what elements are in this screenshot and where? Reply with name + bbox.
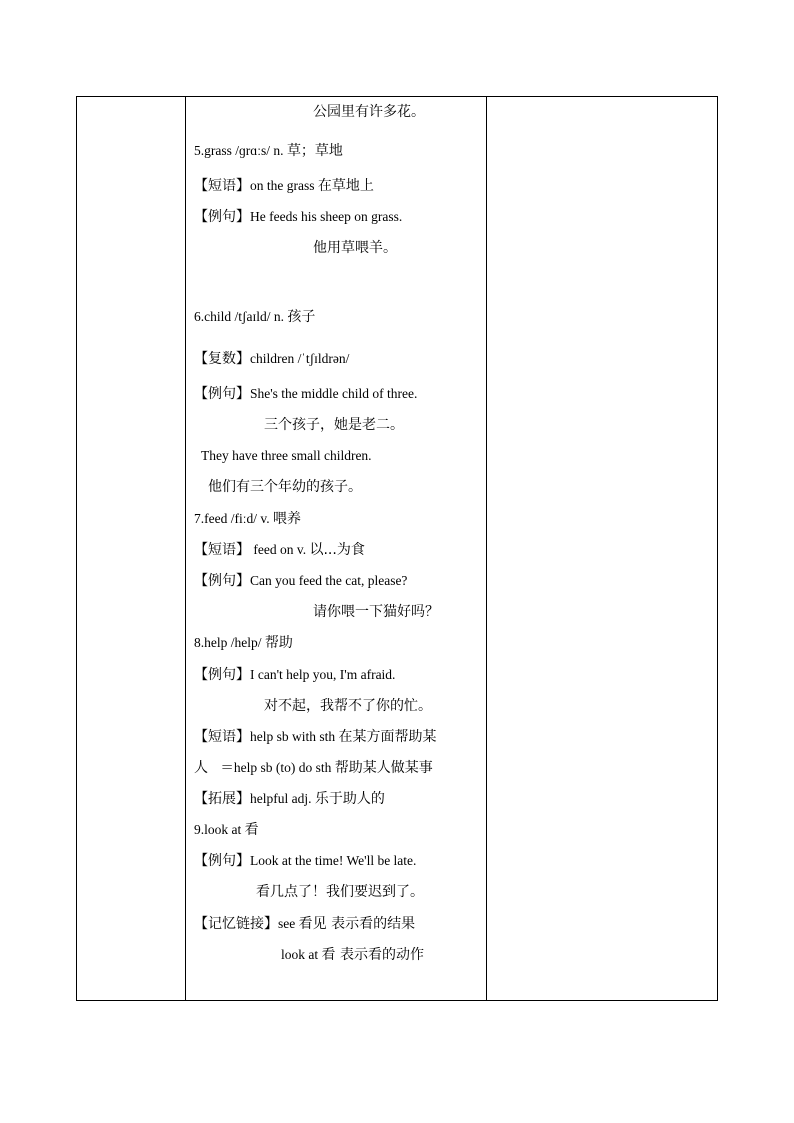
- example-line: 【例句】Can you feed the cat, please?: [194, 573, 408, 589]
- phrase-line: 【短语】help sb with sth 在某方面帮助某: [194, 729, 437, 745]
- example-translation: 公园里有许多花。: [313, 104, 425, 120]
- word-entry-help: 8.help /help/ 帮助: [194, 635, 293, 651]
- plural-line: 【复数】children /ˈtʃɪldrən/: [194, 351, 350, 367]
- extension-line: 【拓展】helpful adj. 乐于助人的: [194, 791, 385, 807]
- word-entry-grass: 5.grass /ɡrɑːs/ n. 草；草地: [194, 143, 343, 159]
- column-divider-2: [486, 97, 487, 1000]
- example-line: 【例句】She's the middle child of three.: [194, 386, 418, 402]
- example-translation: 请你喂一下猫好吗？: [313, 604, 439, 620]
- word-entry-look-at: 9.look at 看: [194, 822, 259, 838]
- phrase-continuation: 人 ＝help sb (to) do sth 帮助某人做某事: [194, 760, 433, 776]
- memory-link-continuation: look at 看 表示看的动作: [281, 947, 424, 963]
- example-line: 【例句】Look at the time! We'll be late.: [194, 853, 417, 869]
- example-line: They have three small children.: [201, 448, 372, 463]
- vocabulary-table: [76, 96, 718, 1001]
- example-translation: 他们有三个年幼的孩子。: [208, 479, 362, 495]
- example-line: 【例句】He feeds his sheep on grass.: [194, 209, 403, 225]
- phrase-line: 【短语】 feed on v. 以...为食: [194, 542, 365, 558]
- example-translation: 对不起，我帮不了你的忙。: [264, 698, 432, 714]
- example-line: 【例句】I can't help you, I'm afraid.: [194, 667, 396, 683]
- word-entry-child: 6.child /tʃaɪld/ n. 孩子: [194, 309, 316, 325]
- column-divider-1: [185, 97, 186, 1000]
- example-translation: 他用草喂羊。: [313, 240, 397, 256]
- phrase-line: 【短语】on the grass 在草地上: [194, 178, 374, 194]
- memory-link-line: 【记忆链接】see 看见 表示看的结果: [194, 916, 416, 932]
- example-translation: 三个孩子，她是老二。: [264, 417, 404, 433]
- word-entry-feed: 7.feed /fiːd/ v. 喂养: [194, 511, 301, 527]
- example-translation: 看几点了！我们要迟到了。: [256, 884, 424, 900]
